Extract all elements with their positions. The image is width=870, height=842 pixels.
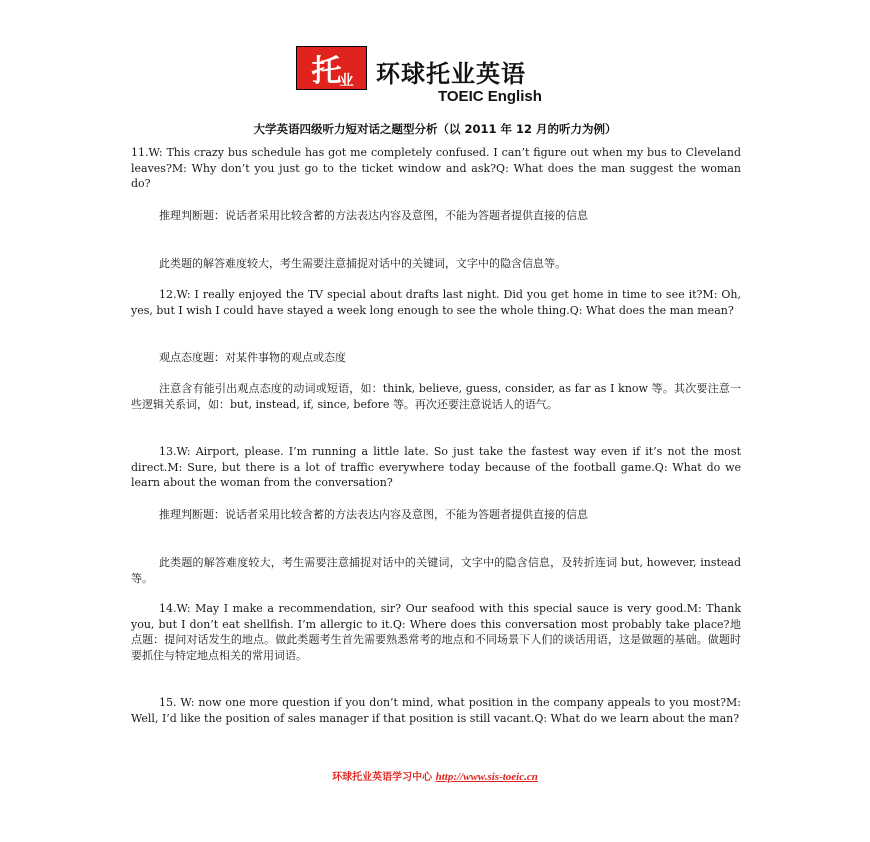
- paragraph-q13-tip: 此类题的解答难度较大，考生需要注意捕捉对话中的关键词，文字中的隐含信息，及转折连词 but, however, instead 等。: [131, 556, 741, 585]
- paragraph-q12-tip: 注意含有能引出观点态度的动词或短语，如：think, believe, guess, consider, as far as I know 等。其次要注意一些逻辑关系词，如：but, instead, if, since, before 等。再次还要注意说话人的语气。: [131, 382, 741, 411]
- paragraph-q12: 12.W: I really enjoyed the TV special about drafts last night. Did you get home in time to see it?M: Oh, yes, but I wish I could have stayed a week long enough to see the whole thing.Q: What does the man mean?: [131, 288, 741, 317]
- brand-name-en: TOEIC English: [438, 88, 542, 105]
- document-title: 大学英语四级听力短对话之题型分析（以 2011 年 12 月的听力为例）: [253, 122, 617, 136]
- paragraph-q12-type: 观点态度题：对某件事物的观点或态度: [159, 351, 346, 364]
- footer-label: 环球托业英语学习中心: [332, 772, 433, 783]
- paragraph-q11: 11.W: This crazy bus schedule has got me completely confused. I can’t figure out when my bus to Cleveland leaves?M: Why don’t you just go to the ticket window and ask?Q: What does the man suggest the woman do?: [131, 146, 741, 190]
- paragraph-q14: 14.W: May I make a recommendation, sir? Our seafood with this special sauce is very good.M: Thank you, but I don’t eat shellfish. I’m allergic to it.Q: Where does this conversation most probably take place?地点题：提问对话发生的地点。做此类题考生首先需要熟悉常考的地点和不同场景下人们的谈话用语，这是做题的基础。做题时要抓住与特定地点相关的常用词语。: [131, 602, 741, 662]
- brand-header: [296, 46, 586, 108]
- brand-name-cn: 环球托业英语: [376, 60, 526, 88]
- paragraph-q13-type: 推理判断题：说话者采用比较含蓄的方法表达内容及意图，不能为答题者提供直接的信息: [159, 508, 588, 521]
- footer: [0, 768, 870, 783]
- paragraph-q13: 13.W: Airport, please. I’m running a little late. So just take the fastest way even if it’s not the most direct.M: Sure, but there is a lot of traffic everywhere today because of the football game.Q: What do we learn about the woman from the conversation?: [131, 445, 741, 489]
- paragraph-q11-tip: 此类题的解答难度较大，考生需要注意捕捉对话中的关键词，文字中的隐含信息等。: [159, 257, 566, 270]
- logo-mark-text: 托: [311, 54, 340, 89]
- footer-link[interactable]: http://www.sis-toeic.cn: [435, 771, 538, 783]
- logo-mark-subtext: 业: [339, 73, 352, 89]
- paragraph-q11-type: 推理判断题：说话者采用比较含蓄的方法表达内容及意图，不能为答题者提供直接的信息: [159, 209, 588, 222]
- logo-mark: [296, 46, 367, 90]
- paragraph-q15: 15. W: now one more question if you don’t mind, what position in the company appeals to you most?M: Well, I’d like the position of sales manager if that position is still vacant.Q: What do we learn about the man?: [131, 696, 741, 725]
